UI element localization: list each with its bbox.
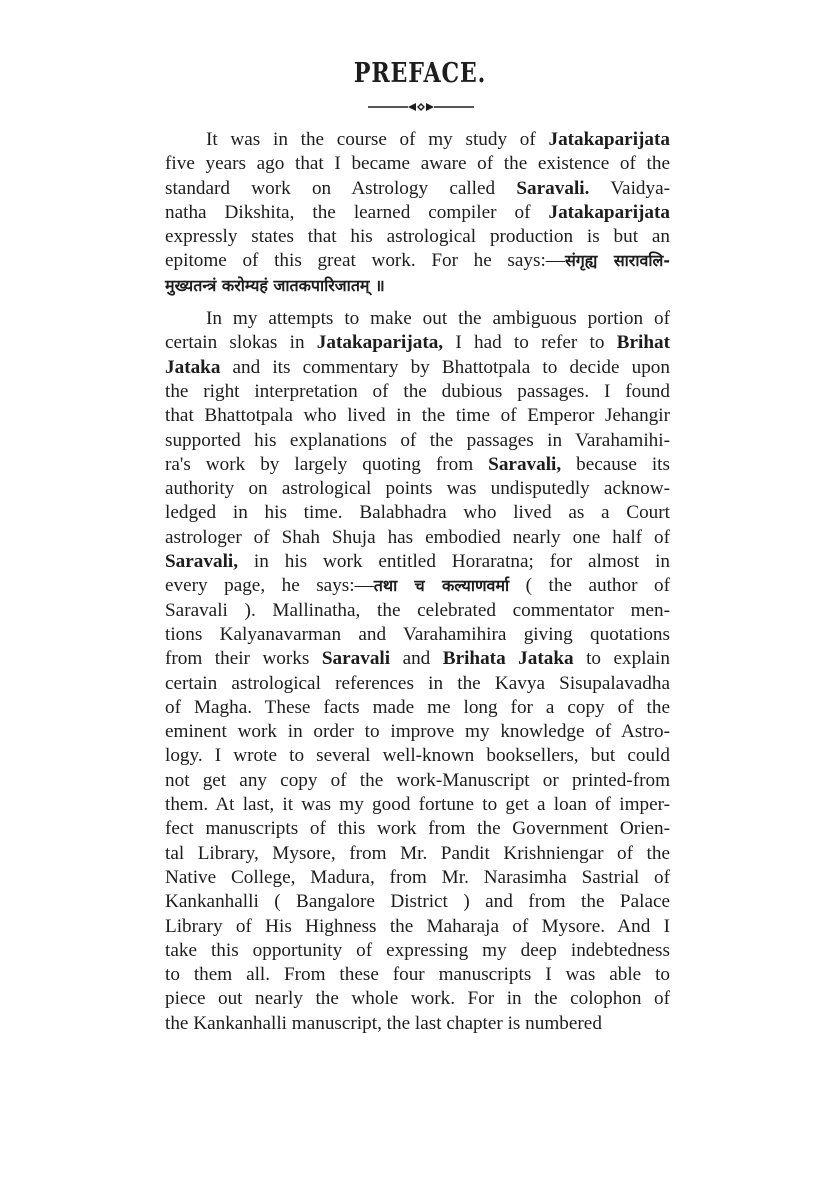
text-segment: Jatakaparijata — [548, 129, 670, 150]
text-segment: take this opportunity of expressing my deep indebtedness — [165, 939, 670, 961]
text-line — [165, 501, 670, 525]
text-line — [165, 696, 670, 720]
text-segment: It was in the course of my study of — [206, 129, 549, 150]
text-line — [165, 963, 670, 987]
text-line — [165, 453, 670, 477]
text-segment: fect manuscripts of this work from the Government Orien- — [165, 818, 670, 840]
text-segment: because its — [561, 453, 670, 475]
text-segment: the right interpretation of the dubious passages. I found — [165, 380, 670, 402]
text-segment: five years ago that I became aware of the existence of the — [165, 153, 670, 175]
text-segment: to explain — [573, 648, 670, 670]
text-line — [165, 429, 670, 453]
text-segment: I had to refer to — [443, 332, 617, 354]
text-line — [165, 647, 670, 671]
text-line — [165, 744, 670, 768]
text-segment: the Kankanhalli manuscript, the last chapter is numbered — [165, 1012, 602, 1034]
text-line — [165, 672, 670, 696]
text-line — [165, 477, 670, 501]
text-line — [165, 380, 670, 404]
text-segment: Saravali — [321, 648, 391, 670]
text-line — [165, 404, 670, 428]
text-segment: Library of His Highness the Maharaja of Mysore. And I — [165, 915, 670, 937]
text-segment: astrologer of Shah Shuja has embodied nearly one half of — [165, 526, 670, 548]
text-line — [165, 623, 670, 647]
text-segment: in his work entitled Horaratna; for almost in — [238, 551, 670, 573]
text-segment: Brihat — [616, 332, 670, 354]
page-title: PREFACE. — [353, 58, 487, 89]
text-segment: तथा च कल्याणवर्मा — [373, 576, 510, 596]
paragraph-2 — [165, 307, 670, 1036]
text-segment: certain astrological references in the Kavya Sisupalavadha — [165, 672, 670, 694]
text-segment: natha Dikshita, the learned compiler of — [165, 201, 549, 223]
text-segment: Jataka — [165, 356, 221, 378]
text-segment: ra's work by largely quoting from — [165, 453, 489, 475]
text-line — [165, 769, 670, 793]
text-line — [165, 274, 670, 298]
text-line — [165, 842, 670, 866]
text-segment: ( the author of — [509, 575, 670, 597]
text-line — [165, 987, 670, 1011]
text-segment: संगृह्य सारावलि- — [564, 251, 671, 271]
text-line — [165, 225, 670, 249]
text-segment: Saravali. — [516, 177, 590, 199]
text-line — [165, 817, 670, 841]
text-segment: logy. I wrote to several well-known booksellers, but could — [165, 745, 670, 767]
paragraph-1 — [165, 128, 670, 298]
text-segment: tions Kalyanavarman and Varahamihira giving quotations — [165, 623, 670, 645]
text-segment: ledged in his time. Balabhadra who lived as a Court — [165, 502, 670, 524]
text-segment: authority on astrological points was undisputedly acknow- — [165, 478, 670, 500]
text-segment: Jatakaparijata, — [316, 332, 444, 354]
text-segment: In my attempts to make out the ambiguous portion of — [206, 308, 670, 330]
text-line — [165, 890, 670, 914]
text-segment: them. At last, it was my good fortune to get a loan of imper- — [165, 794, 670, 816]
text-segment: to them all. From these four manuscripts I was able to — [165, 964, 670, 986]
text-line — [165, 550, 670, 574]
text-line — [165, 152, 670, 176]
text-segment: Saravali, — [488, 453, 562, 475]
text-segment: Vaidya- — [589, 177, 670, 199]
text-segment: piece out nearly the whole work. For in the colophon of — [165, 988, 670, 1010]
text-line — [165, 177, 670, 201]
text-segment: Saravali ). Mallinatha, the celebrated commentator men- — [165, 599, 670, 621]
text-segment: Jatakaparijata — [548, 201, 670, 223]
text-line — [165, 249, 670, 273]
text-line — [165, 128, 670, 152]
text-line — [165, 331, 670, 355]
text-line — [165, 1012, 670, 1036]
text-segment: Brihata Jataka — [442, 648, 574, 670]
text-line — [165, 866, 670, 890]
text-segment: not get any copy of the work-Manuscript or printed-from — [165, 769, 670, 791]
text-segment: and its commentary by Bhattotpala to decide upon — [220, 356, 670, 378]
text-line — [165, 599, 670, 623]
text-segment: expressly states that his astrological production is but an — [165, 226, 670, 248]
text-segment: eminent work in order to improve my knowledge of Astro- — [165, 721, 670, 743]
text-segment: Native College, Madura, from Mr. Narasimha Sastrial of — [165, 866, 670, 888]
text-segment: supported his explanations of the passages in Varahamihi- — [165, 429, 670, 451]
preface-body — [165, 128, 670, 1045]
text-segment: Kankanhalli ( Bangalore District ) and from the Palace — [165, 891, 670, 913]
text-line — [165, 720, 670, 744]
text-segment: from their works — [165, 648, 322, 670]
text-segment: that Bhattotpala who lived in the time of Emperor Jehangir — [165, 405, 670, 427]
text-line — [165, 915, 670, 939]
text-segment: every page, he says:— — [165, 575, 374, 597]
text-segment: certain slokas in — [165, 332, 317, 354]
text-line — [165, 307, 670, 331]
ornament-divider-icon — [366, 100, 476, 114]
text-segment: of Magha. These facts made me long for a copy of the — [165, 696, 670, 718]
text-segment: tal Library, Mysore, from Mr. Pandit Krishniengar of the — [165, 842, 670, 864]
text-segment: Saravali, — [165, 551, 239, 573]
text-segment: and — [390, 648, 443, 670]
text-line — [165, 793, 670, 817]
text-line — [165, 201, 670, 225]
text-segment: standard work on Astrology called — [165, 177, 517, 199]
text-line — [165, 939, 670, 963]
text-line — [165, 526, 670, 550]
text-line — [165, 574, 670, 598]
text-segment: मुख्यतन्त्रं करोम्यहं जातकपारिजातम् ॥ — [165, 275, 385, 295]
text-line — [165, 356, 670, 380]
text-segment: epitome of this great work. For he says:— — [165, 250, 565, 272]
